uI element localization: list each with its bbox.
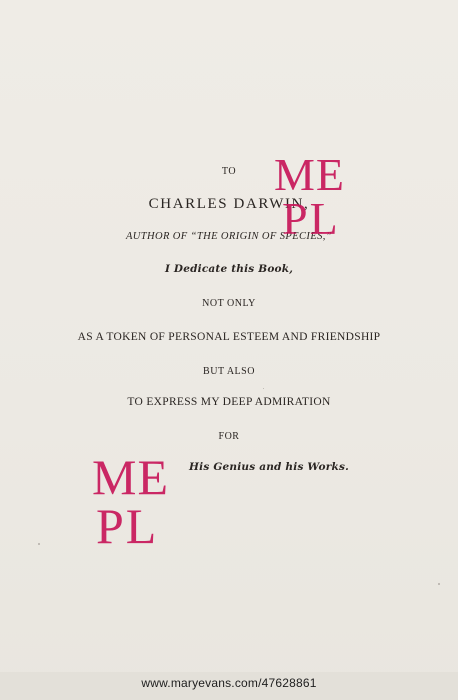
- watermark-top-me: ME: [274, 149, 345, 200]
- dedicatee-name: CHARLES DARWIN,: [148, 196, 310, 212]
- for-line: FOR: [218, 431, 240, 442]
- author-of-line: AUTHOR OF “THE ORIGIN OF SPECIES,”: [125, 231, 333, 242]
- dedication-to: TO: [221, 166, 237, 177]
- paper-speck: [38, 543, 40, 545]
- but-also-line: BUT ALSO: [203, 366, 255, 377]
- footer-url[interactable]: www.maryevans.com/47628861: [141, 676, 317, 690]
- token-line: AS A TOKEN OF PERSONAL ESTEEM AND FRIENDSHIP: [77, 331, 381, 343]
- paper-speck: [263, 388, 264, 389]
- express-line: TO EXPRESS MY DEEP ADMIRATION: [127, 396, 331, 408]
- watermark-bottom-me: ME: [92, 449, 169, 505]
- watermark-top-pl: PL: [282, 193, 340, 244]
- paper-speck: [438, 583, 440, 585]
- dedicate-line: I Dedicate this Book,: [164, 263, 294, 275]
- watermark-bottom-pl: PL: [96, 498, 159, 554]
- not-only-line: NOT ONLY: [202, 298, 256, 309]
- genius-line: His Genius and his Works.: [189, 461, 349, 473]
